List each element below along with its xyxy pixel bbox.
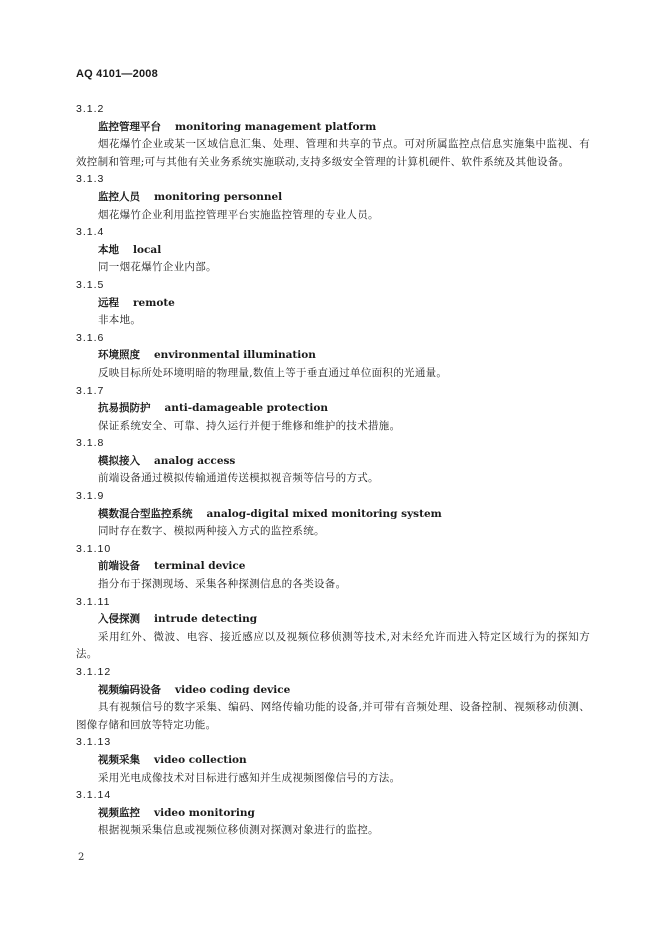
clause-number: 3.1.12 xyxy=(76,666,112,678)
definition-entry xyxy=(76,664,590,734)
definition-entry xyxy=(76,224,590,277)
clause-number: 3.1.11 xyxy=(76,595,111,608)
definition-entry xyxy=(76,435,590,488)
term-heading xyxy=(76,347,590,365)
term-english: anti-damageable protection xyxy=(164,402,328,415)
definition-entry xyxy=(76,787,590,840)
term-chinese: 抗易损防护 xyxy=(98,402,151,415)
term-english: video collection xyxy=(154,753,247,766)
definition-entry xyxy=(76,383,590,436)
term-chinese: 远程 xyxy=(98,296,119,309)
term-english: monitoring management platform xyxy=(175,120,377,133)
term-definition: 前端设备通过模拟传输通道传送模拟视音频等信号的方式。 xyxy=(98,472,379,485)
term-english: video monitoring xyxy=(154,806,255,819)
definition-entry xyxy=(76,488,590,541)
term-definition: 烟花爆竹企业利用监控管理平台实施监控管理的专业人员。 xyxy=(98,208,379,221)
term-heading xyxy=(76,400,590,418)
term-chinese: 视频编码设备 xyxy=(98,683,161,696)
clause-number: 3.1.7 xyxy=(76,384,105,397)
term-definition: 采用红外、微波、电容、接近感应以及视频位移侦测等技术,对未经允许而进入特定区域行为的探知方法。 xyxy=(76,630,590,661)
term-chinese: 视频监控 xyxy=(98,806,140,819)
definition-entry xyxy=(76,734,590,787)
term-definition: 具有视频信号的数字采集、编码、网络传输功能的设备,并可带有音频处理、设备控制、视频移动侦测、图像存储和回放等特定功能。 xyxy=(76,701,590,731)
clause-number: 3.1.6 xyxy=(76,331,105,344)
definition-entry xyxy=(76,101,590,171)
clause-number: 3.1.13 xyxy=(76,736,112,749)
clause-number: 3.1.5 xyxy=(76,278,105,291)
term-heading xyxy=(76,453,590,471)
term-heading xyxy=(76,805,590,823)
term-definition: 保证系统安全、可靠、持久运行并便于维修和维护的技术措施。 xyxy=(98,419,401,432)
definition-entry xyxy=(76,171,590,224)
term-chinese: 前端设备 xyxy=(98,560,140,573)
clause-number: 3.1.4 xyxy=(76,226,105,239)
term-chinese: 监控管理平台 xyxy=(98,120,161,133)
term-heading xyxy=(76,682,590,700)
term-english: intrude detecting xyxy=(154,613,258,626)
term-heading xyxy=(76,506,590,524)
term-heading xyxy=(76,558,590,576)
clause-number: 3.1.8 xyxy=(76,437,105,450)
term-definition: 采用光电成像技术对目标进行感知并生成视频图像信号的方法。 xyxy=(98,771,401,784)
definition-entry xyxy=(76,330,590,383)
term-definition: 烟花爆竹企业或某一区域信息汇集、处理、管理和共享的节点。可对所属监控点信息实施集中监视、有效控制和管理;可与其他有关业务系统实施联动,支持多级安全管理的计算机硬件、软件系统及其他设备。 xyxy=(76,138,590,168)
definition-entry xyxy=(76,594,590,664)
term-definition: 指分布于探测现场、采集各种探测信息的各类设备。 xyxy=(98,578,347,591)
term-chinese: 本地 xyxy=(98,243,119,256)
clause-number: 3.1.9 xyxy=(76,490,105,503)
definitions-list xyxy=(76,101,590,840)
term-english: video coding device xyxy=(175,683,291,696)
term-english: monitoring personnel xyxy=(154,190,283,203)
term-heading xyxy=(76,295,590,313)
term-chinese: 环境照度 xyxy=(98,349,140,362)
term-english: terminal device xyxy=(154,560,246,573)
term-definition: 反映目标所处环境明暗的物理量,数值上等于垂直通过单位面积的光通量。 xyxy=(98,366,448,379)
term-heading xyxy=(76,242,590,260)
standard-code-header: AQ 4101—2008 xyxy=(76,68,158,80)
term-chinese: 模数混合型监控系统 xyxy=(98,507,193,520)
term-chinese: 模拟接入 xyxy=(98,454,140,467)
clause-number: 3.1.10 xyxy=(76,542,112,555)
term-english: remote xyxy=(133,296,175,309)
definition-entry xyxy=(76,277,590,330)
term-english: analog access xyxy=(154,454,236,467)
term-heading xyxy=(76,611,590,629)
term-english: local xyxy=(133,243,162,256)
definition-entry xyxy=(76,541,590,594)
term-chinese: 入侵探测 xyxy=(98,613,140,626)
term-chinese: 监控人员 xyxy=(98,190,140,203)
clause-number: 3.1.2 xyxy=(76,103,105,115)
term-english: analog-digital mixed monitoring system xyxy=(206,507,442,520)
clause-number: 3.1.14 xyxy=(76,789,112,802)
term-definition: 根据视频采集信息或视频位移侦测对探测对象进行的监控。 xyxy=(98,824,379,837)
term-definition: 非本地。 xyxy=(98,314,142,327)
term-definition: 同时存在数字、模拟两种接入方式的监控系统。 xyxy=(98,525,325,538)
term-heading xyxy=(76,119,590,137)
term-heading xyxy=(76,752,590,770)
term-english: environmental illumination xyxy=(154,349,316,362)
page-number: 2 xyxy=(78,852,85,863)
clause-number: 3.1.3 xyxy=(76,173,105,186)
term-definition: 同一烟花爆竹企业内部。 xyxy=(98,261,217,274)
term-heading xyxy=(76,189,590,207)
term-chinese: 视频采集 xyxy=(98,753,140,766)
